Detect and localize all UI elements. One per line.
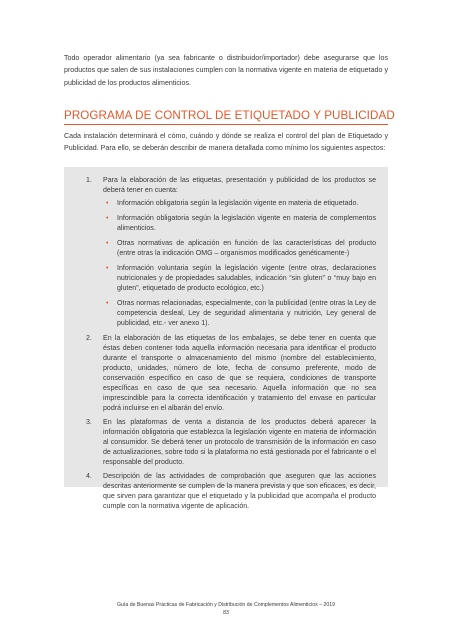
item-text: En las plataformas de venta a distancia de los productos deberá aparecer la información obligatoria que establezca la legislación vigente en materia de información al consumidor. Se deberá tener un protocolo de transmisión de la información en caso de actualizaciones, sobre todo si la plataforma no está gestionada por el fabricante o el responsable del producto.	[103, 419, 376, 466]
item-number: 4.	[86, 473, 92, 480]
page-number: 83	[223, 609, 229, 616]
bullet-text: Información obligatoria según la legislación vigente en materia de complementos alimenticios.	[117, 215, 376, 232]
intro-paragraph: Todo operador alimentario (ya sea fabricante o distribuidor/importador) debe asegurarse que los productos que salen de sus instalaciones cumplen con la normativa vigente en materia de etiquetado y publicidad de los productos alimenticios.	[64, 54, 388, 87]
requirement-item-1	[86, 176, 376, 329]
bullet-text: Información obligatoria según la legislación vigente en materia de etiquetado.	[117, 200, 359, 207]
requirements-list	[86, 176, 376, 512]
item-text: Para la elaboración de las etiquetas, presentación y publicidad de los productos se deberá tener en cuenta:	[103, 177, 376, 194]
item-number: 3.	[86, 419, 92, 426]
bullet-text: Otras normativas de aplicación en función de las características del producto (entre otras la indicación OMG – organismos modificados genéticamente-)	[117, 240, 376, 257]
bullet-item	[103, 239, 376, 259]
page-footer	[64, 602, 388, 617]
item-text: En la elaboración de las etiquetas de los embalajes, se debe tener en cuenta que éstas deben contener toda aquella información necesaria para identificar el producto durante el transporte o almacenamiento del mismo (nombre del establecimiento, producto, unidades, número de lote, fecha de consumo preferente, modo de conservación específico en caso de que se requiera, condiciones de transporte específicas en caso de que sea necesario. Aquella información que no sea imprescindible para la correcta identificación y tratamiento del envase en particular podrá incluirse en el albarán del envío.	[103, 335, 376, 412]
item-number: 2.	[86, 335, 92, 342]
bullet-item	[103, 199, 376, 209]
requirement-item-4	[86, 472, 376, 512]
item-text: Descripción de las actividades de comprobación que aseguren que las acciones descritas anteriormente se cumplen de la manera prevista y que son eficaces, es decir, que sirven para garantizar que el etiquetado y la publicidad que acompaña el producto cumple con la normativa vigente de aplicación.	[103, 473, 376, 510]
bullet-text: Otras normas relacionadas, especialmente, con la publicidad (entre otras la Ley de competencia desleal, Ley de seguridad alimentaria y nutrición, Ley general de publicidad, etc.- ver anexo 1).	[117, 300, 376, 327]
requirements-box	[64, 167, 388, 510]
bullet-text: Información voluntaria según la legislación vigente (entre otras, declaraciones nutricionales y de propiedades saludables, indicación “sin gluten” o “muy bajo en gluten”, etiquetado de producto ecológico, etc.)	[117, 265, 376, 292]
bullet-dot-icon: •	[106, 240, 109, 247]
bullet-item	[103, 264, 376, 294]
bullet-item	[103, 214, 376, 234]
section-title: PROGRAMA DE CONTROL DE ETIQUETADO Y PUBLICIDAD	[64, 109, 395, 122]
footer-title: Guía de Buenas Prácticas de Fabricación y Distribución de Complementos Alimenticios – 2019	[117, 602, 335, 608]
bullet-dot-icon: •	[106, 215, 109, 222]
item-number: 1.	[86, 177, 92, 184]
section-body: Cada instalación determinará el cómo, cuándo y dónde se realiza el control del plan de Etiquetado y Publicidad. Para ello, se deberán describir de manera detallada como mínimo los siguientes aspectos:	[64, 132, 388, 153]
item-bullets	[103, 199, 376, 329]
requirement-item-3	[86, 418, 376, 468]
section-title-underline	[64, 124, 388, 125]
bullet-item	[103, 299, 376, 329]
requirement-item-2	[86, 334, 376, 414]
bullet-dot-icon: •	[106, 265, 109, 272]
bullet-dot-icon: •	[106, 200, 109, 207]
bullet-dot-icon: •	[106, 300, 109, 307]
